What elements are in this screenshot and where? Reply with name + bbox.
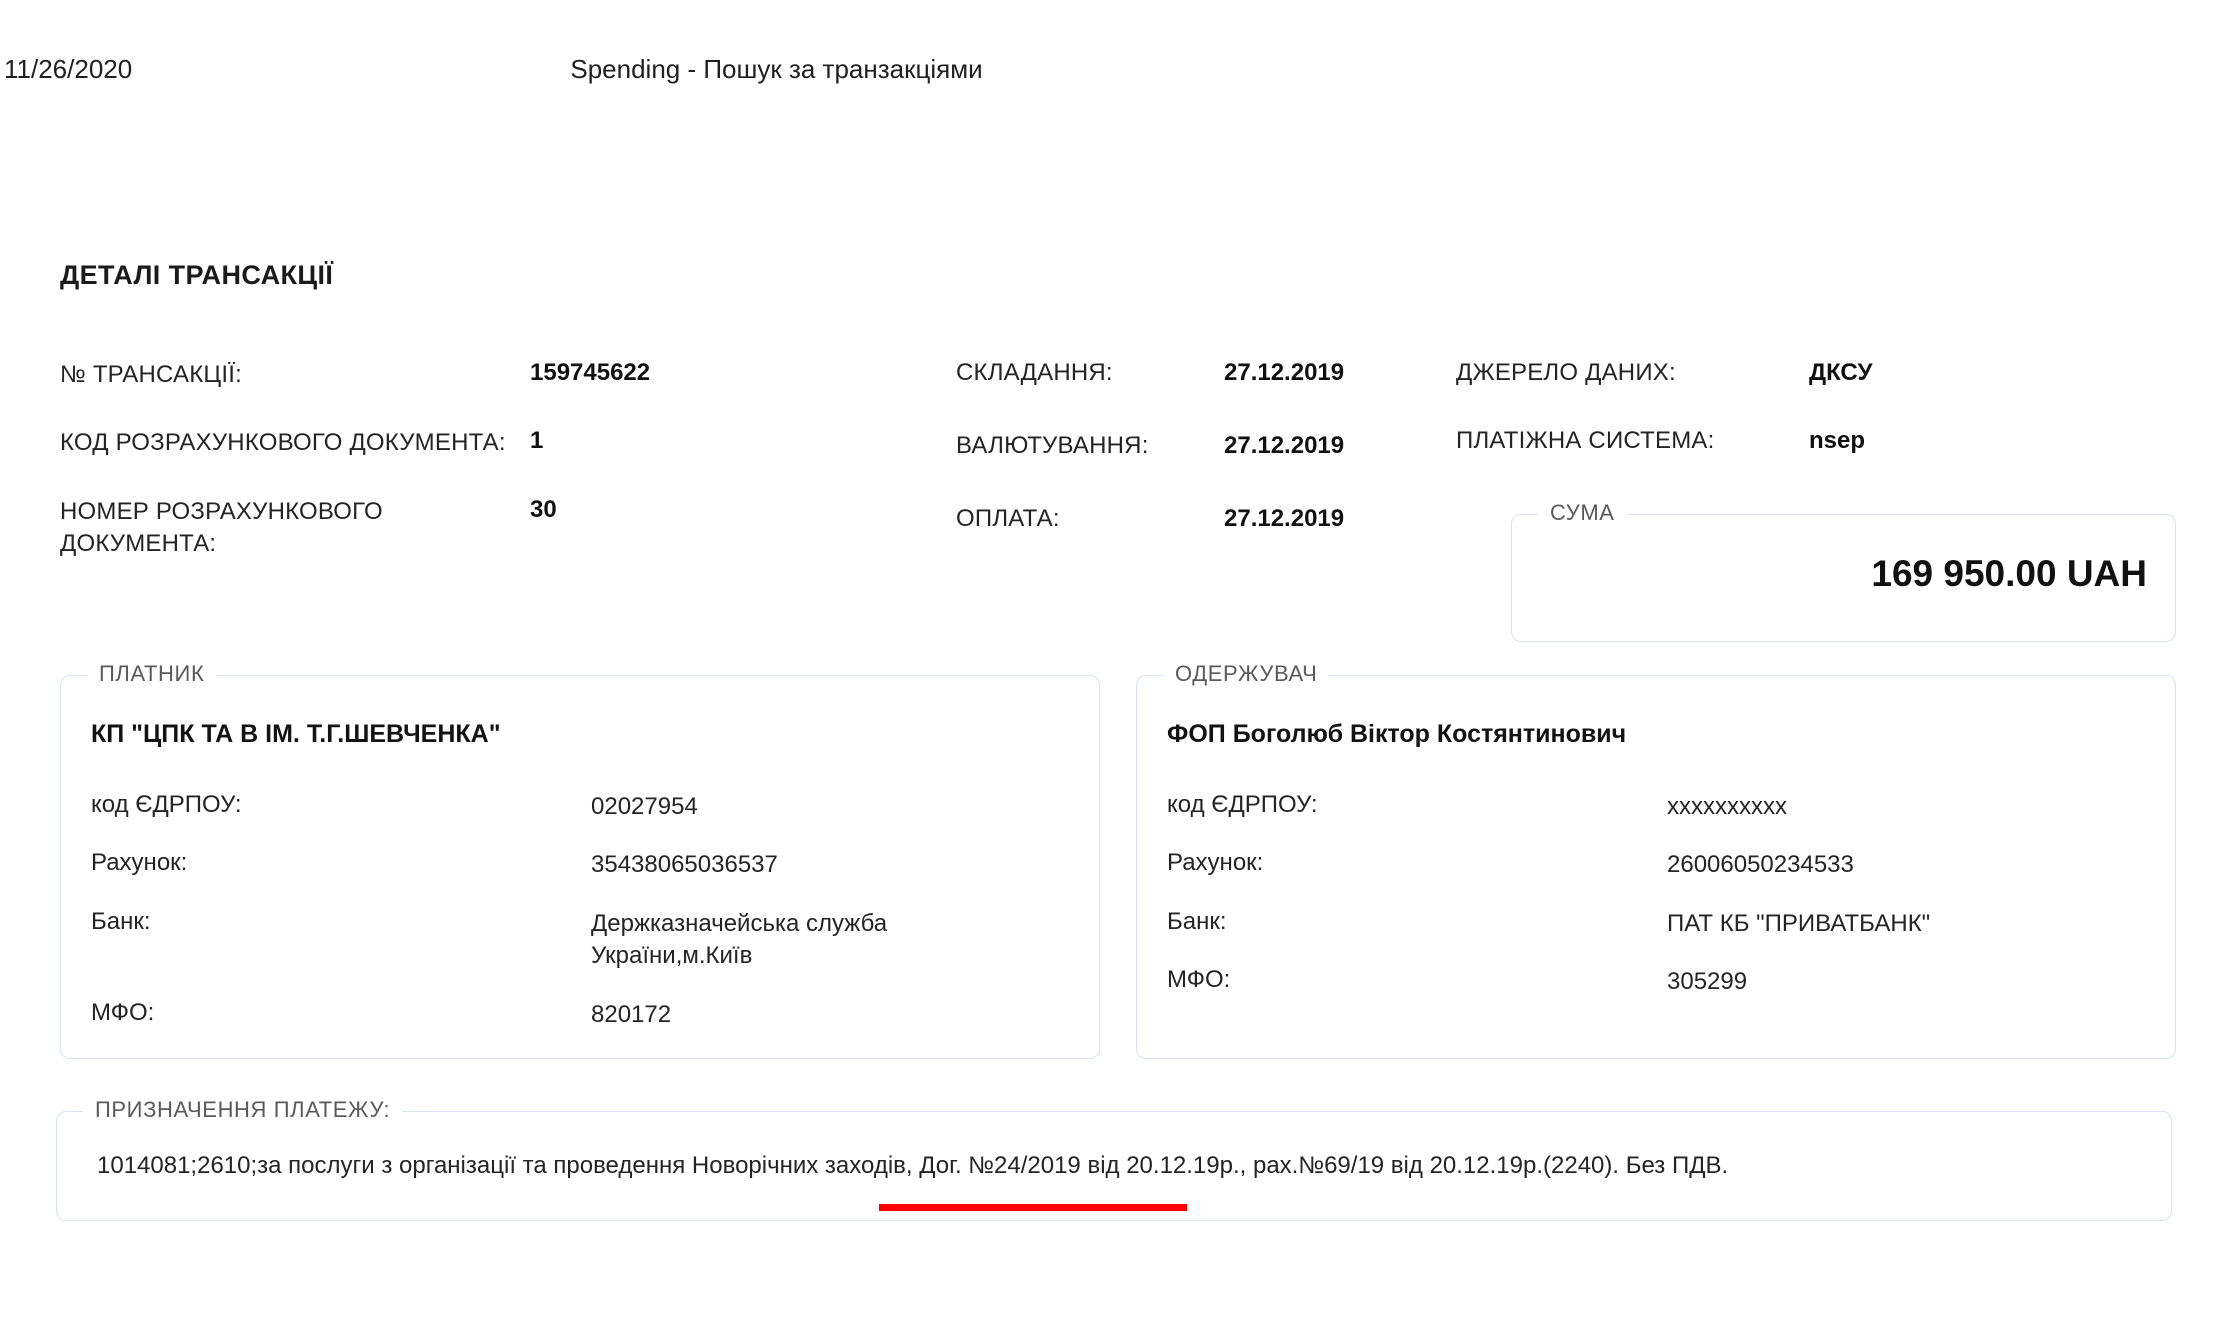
field-label: МФО: bbox=[91, 998, 155, 1026]
field-value: nsep bbox=[1809, 427, 1866, 454]
field-value: 26006050234533 bbox=[1667, 851, 1854, 879]
field-value: 27.12.2019 bbox=[1224, 359, 1345, 386]
transaction-info-grid bbox=[56, 359, 2176, 609]
field-value: 305299 bbox=[1667, 968, 1748, 996]
payer-box bbox=[60, 661, 1100, 1059]
payer-name: КП "ЦПК ТА В ІМ. Т.Г.ШЕВЧЕНКА" bbox=[91, 720, 501, 748]
payer-account bbox=[91, 849, 1075, 881]
field-value: 27.12.2019 bbox=[1224, 505, 1345, 532]
field-value-date bbox=[956, 432, 1406, 460]
recipient-name: ФОП Боголюб Віктор Костянтинович bbox=[1167, 720, 1627, 748]
payer-legend: ПЛАТНИК bbox=[87, 661, 216, 687]
info-column-identifiers bbox=[60, 359, 940, 593]
payment-purpose-text: 1014081;2610;за послуги з організації та проведення Новорічних заходів, Дог. №24/2019 від 20.12.19р., рах.№69/19 від 20.12.19р.(2240). Без ПДВ. bbox=[97, 1152, 1729, 1179]
field-label: ОПЛАТА: bbox=[956, 505, 1060, 532]
field-value: 35438065036537 bbox=[591, 851, 778, 879]
amount-legend: СУМА bbox=[1538, 500, 1627, 526]
info-column-dates bbox=[956, 359, 1406, 578]
amount-value: 169 950.00 UAH bbox=[1871, 553, 2147, 594]
page-title: ДЕТАЛІ ТРАНСАКЦІЇ bbox=[60, 260, 334, 290]
field-value: 820172 bbox=[591, 1000, 672, 1028]
recipient-bank bbox=[1167, 908, 2151, 940]
field-label: код ЄДРПОУ: bbox=[91, 791, 242, 818]
payer-edrpou bbox=[91, 791, 1075, 823]
field-label: НОМЕР РОЗРАХУНКОВОГО ДОКУМЕНТА: bbox=[60, 497, 383, 558]
payer-bank bbox=[91, 908, 1075, 973]
recipient-edrpou bbox=[1167, 791, 2151, 823]
field-label: ПЛАТІЖНА СИСТЕМА: bbox=[1456, 427, 1715, 454]
field-data-source bbox=[1456, 359, 2156, 387]
payer-mfo bbox=[91, 999, 1075, 1031]
field-payment-date bbox=[956, 505, 1406, 533]
payment-purpose-legend: ПРИЗНАЧЕННЯ ПЛАТЕЖУ: bbox=[83, 1097, 402, 1123]
recipient-mfo bbox=[1167, 966, 2151, 998]
recipient-box bbox=[1136, 661, 2176, 1059]
print-header bbox=[0, 54, 2233, 94]
field-label: КОД РОЗРАХУНКОВОГО ДОКУМЕНТА: bbox=[60, 429, 506, 457]
field-value: 02027954 bbox=[591, 793, 698, 820]
field-value: Держказначейська служба України,м.Київ bbox=[591, 909, 888, 970]
field-label: код ЄДРПОУ: bbox=[1167, 791, 1318, 818]
field-value: 27.12.2019 bbox=[1224, 432, 1345, 459]
field-label: Рахунок: bbox=[1167, 849, 1264, 877]
recipient-legend: ОДЕРЖУВАЧ bbox=[1163, 661, 1329, 687]
payment-purpose-box bbox=[56, 1097, 2172, 1221]
field-label: СКЛАДАННЯ: bbox=[956, 359, 1113, 386]
print-date: 11/26/2020 bbox=[4, 54, 133, 84]
field-value: xxxxxxxxxx bbox=[1667, 793, 1787, 820]
transaction-details-document bbox=[56, 260, 2176, 1221]
field-value: ДКСУ bbox=[1809, 359, 1873, 386]
print-title: Spending - Пошук за транзакціями bbox=[570, 54, 983, 84]
field-label: Банк: bbox=[1167, 907, 1227, 935]
field-value: ПАТ КБ "ПРИВАТБАНК" bbox=[1667, 909, 1931, 937]
field-label: ВАЛЮТУВАННЯ: bbox=[956, 432, 1149, 459]
highlight-underline bbox=[879, 1204, 1187, 1211]
payer-fields bbox=[91, 791, 1075, 1057]
parties-section bbox=[56, 661, 2176, 1075]
recipient-fields bbox=[1167, 791, 2151, 1025]
field-document-code bbox=[60, 427, 940, 459]
field-label: Рахунок: bbox=[91, 849, 188, 877]
field-payment-system bbox=[1456, 427, 2156, 455]
field-compose-date bbox=[956, 359, 1406, 387]
amount-box bbox=[1511, 500, 2176, 642]
field-label: МФО: bbox=[1167, 966, 1231, 994]
field-document-number bbox=[60, 496, 940, 561]
field-transaction-number bbox=[60, 359, 940, 391]
field-label: Банк: bbox=[91, 907, 151, 935]
field-label: № ТРАНСАКЦІЇ: bbox=[60, 361, 242, 388]
field-value: 1 bbox=[530, 427, 544, 455]
info-column-source bbox=[1456, 359, 2156, 495]
recipient-account bbox=[1167, 849, 2151, 881]
field-value: 30 bbox=[530, 495, 557, 523]
field-value: 159745622 bbox=[530, 359, 651, 386]
field-label: ДЖЕРЕЛО ДАНИХ: bbox=[1456, 359, 1676, 386]
